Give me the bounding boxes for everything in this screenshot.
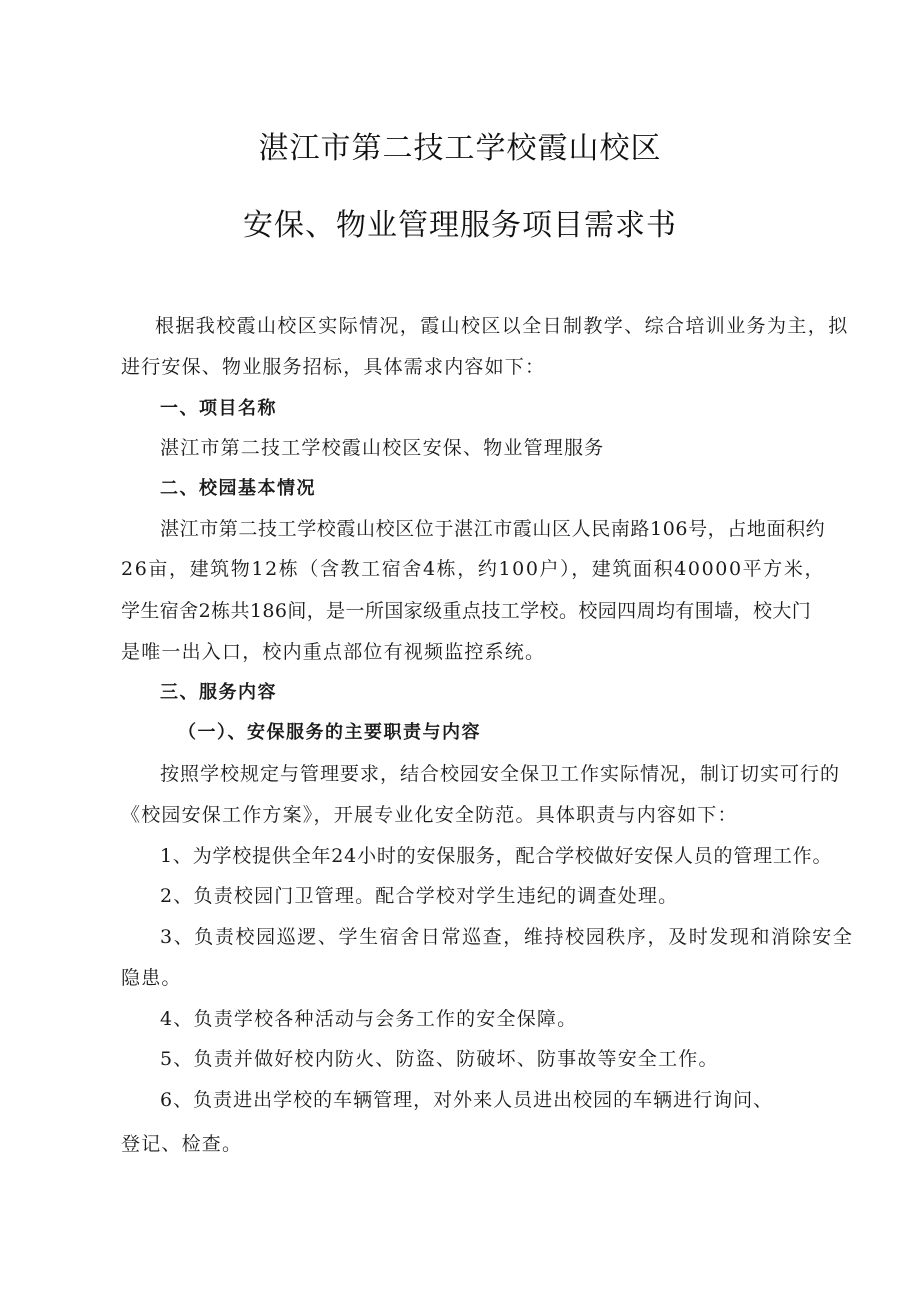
list-item-4: 4、负责学校各种活动与会务工作的安全保障。 bbox=[160, 1008, 578, 1030]
section2-line1: 湛江市第二技工学校霞山校区位于湛江市霞山区人民南路106号，占地面积约 bbox=[160, 518, 826, 540]
list-item-6-line2: 登记、检查。 bbox=[121, 1133, 243, 1155]
section2-line4: 是唯一出入口，校内重点部位有视频监控系统。 bbox=[121, 641, 546, 663]
list-item-3-line2: 隐患。 bbox=[121, 967, 182, 989]
list-item-1: 1、为学校提供全年24小时的安保服务，配合学校做好安保人员的管理工作。 bbox=[160, 845, 833, 867]
intro-line2: 进行安保、物业服务招标，具体需求内容如下： bbox=[121, 356, 546, 378]
section2-line2: 26亩，建筑物12栋（含教工宿舍4栋，约100户），建筑面积40000平方米， bbox=[121, 558, 826, 580]
list-item-5: 5、负责并做好校内防火、防盗、防破坏、防事故等安全工作。 bbox=[160, 1048, 719, 1070]
subsection1-heading: （一）、安保服务的主要职责与内容 bbox=[178, 722, 481, 743]
section3-heading: 三、服务内容 bbox=[160, 682, 277, 703]
section1-heading: 一、项目名称 bbox=[160, 398, 277, 419]
document-title-line2: 安保、物业管理服务项目需求书 bbox=[243, 208, 677, 243]
list-item-6-line1: 6、负责进出学校的车辆管理，对外来人员进出校园的车辆进行询问、 bbox=[160, 1089, 774, 1111]
section2-heading: 二、校园基本情况 bbox=[160, 478, 316, 499]
section1-text: 湛江市第二技工学校霞山校区安保、物业管理服务 bbox=[160, 437, 605, 459]
section2-line3: 学生宿舍2栋共186间，是一所国家级重点技工学校。校园四周均有围墙，校大门 bbox=[121, 600, 812, 622]
list-item-2: 2、负责校园门卫管理。配合学校对学生违纪的调查处理。 bbox=[160, 885, 679, 907]
sub1-intro-line2: 《校园安保工作方案》，开展专业化安全防范。具体职责与内容如下： bbox=[121, 804, 738, 826]
list-item-3-line1: 3、负责校园巡逻、学生宿舍日常巡查，维持校园秩序，及时发现和消除安全 bbox=[160, 926, 854, 948]
document-title-line1: 湛江市第二技工学校霞山校区 bbox=[258, 131, 662, 166]
sub1-intro-line1: 按照学校规定与管理要求，结合校园安全保卫工作实际情况，制订切实可行的 bbox=[160, 763, 841, 785]
intro-line1: 根据我校霞山校区实际情况，霞山校区以全日制教学、综合培训业务为主，拟 bbox=[155, 315, 849, 337]
